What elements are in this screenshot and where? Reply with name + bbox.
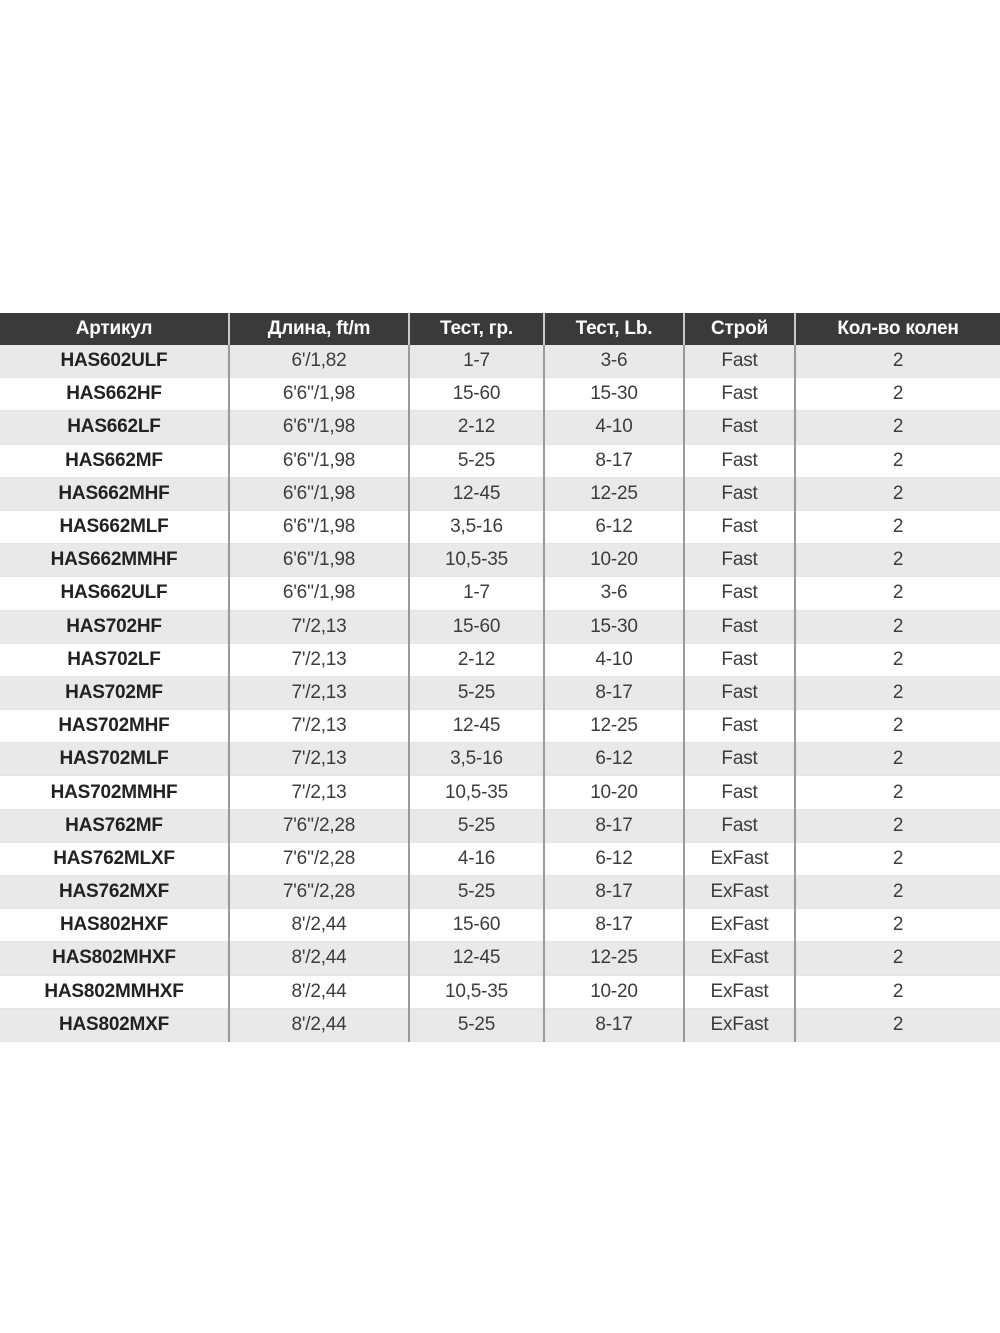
cell-action: Fast: [684, 510, 795, 543]
cell-test-grams: 15-60: [409, 378, 544, 411]
table-row: [0, 345, 1000, 378]
cell-action: Fast: [684, 577, 795, 610]
cell-sku: HAS702MMHF: [0, 776, 229, 809]
cell-sku: HAS702MLF: [0, 743, 229, 776]
cell-sections: 2: [795, 577, 1000, 610]
cell-sections: 2: [795, 842, 1000, 875]
spec-table: [0, 313, 1000, 1042]
cell-length: 6'6''/1,98: [229, 544, 409, 577]
table-row: [0, 909, 1000, 942]
cell-sku: HAS702HF: [0, 610, 229, 643]
table-row: [0, 776, 1000, 809]
cell-test-lb: 6-12: [544, 510, 684, 543]
cell-sections: 2: [795, 610, 1000, 643]
cell-sku: HAS702MHF: [0, 710, 229, 743]
cell-test-lb: 4-10: [544, 643, 684, 676]
cell-test-lb: 3-6: [544, 577, 684, 610]
cell-sku: HAS662MHF: [0, 477, 229, 510]
table-row: [0, 577, 1000, 610]
cell-action: ExFast: [684, 842, 795, 875]
cell-length: 6'6''/1,98: [229, 378, 409, 411]
cell-action: Fast: [684, 643, 795, 676]
table-row: [0, 743, 1000, 776]
cell-length: 6'6''/1,98: [229, 477, 409, 510]
cell-test-grams: 10,5-35: [409, 544, 544, 577]
cell-sections: 2: [795, 743, 1000, 776]
cell-test-grams: 3,5-16: [409, 743, 544, 776]
cell-test-lb: 4-10: [544, 411, 684, 444]
cell-action: Fast: [684, 411, 795, 444]
cell-sections: 2: [795, 477, 1000, 510]
cell-length: 6'/1,82: [229, 345, 409, 378]
cell-test-lb: 12-25: [544, 710, 684, 743]
cell-sku: HAS802MXF: [0, 1008, 229, 1041]
cell-action: Fast: [684, 610, 795, 643]
cell-length: 7'/2,13: [229, 643, 409, 676]
cell-action: Fast: [684, 345, 795, 378]
cell-length: 7'6''/2,28: [229, 809, 409, 842]
cell-test-lb: 8-17: [544, 444, 684, 477]
cell-sku: HAS802MMHXF: [0, 975, 229, 1008]
header-length: Длина, ft/m: [229, 313, 409, 345]
cell-sku: HAS762MF: [0, 809, 229, 842]
cell-test-grams: 2-12: [409, 411, 544, 444]
cell-sku: HAS662HF: [0, 378, 229, 411]
cell-test-lb: 15-30: [544, 378, 684, 411]
cell-sku: HAS802MHXF: [0, 942, 229, 975]
header-test-grams: Тест, гр.: [409, 313, 544, 345]
cell-sections: 2: [795, 676, 1000, 709]
cell-test-grams: 12-45: [409, 477, 544, 510]
table-row: [0, 444, 1000, 477]
cell-sections: 2: [795, 411, 1000, 444]
cell-sku: HAS662ULF: [0, 577, 229, 610]
cell-action: Fast: [684, 743, 795, 776]
table-row: [0, 510, 1000, 543]
cell-test-lb: 6-12: [544, 842, 684, 875]
cell-test-grams: 10,5-35: [409, 776, 544, 809]
cell-length: 7'6''/2,28: [229, 876, 409, 909]
cell-length: 8'/2,44: [229, 909, 409, 942]
table-row: [0, 876, 1000, 909]
cell-length: 6'6''/1,98: [229, 510, 409, 543]
cell-sections: 2: [795, 444, 1000, 477]
cell-action: ExFast: [684, 876, 795, 909]
cell-test-lb: 3-6: [544, 345, 684, 378]
cell-length: 7'/2,13: [229, 610, 409, 643]
cell-test-grams: 1-7: [409, 577, 544, 610]
cell-test-grams: 12-45: [409, 710, 544, 743]
cell-action: Fast: [684, 710, 795, 743]
cell-sku: HAS662MF: [0, 444, 229, 477]
table-row: [0, 477, 1000, 510]
cell-test-grams: 2-12: [409, 643, 544, 676]
cell-test-lb: 8-17: [544, 876, 684, 909]
cell-length: 8'/2,44: [229, 975, 409, 1008]
table-row: [0, 842, 1000, 875]
cell-action: ExFast: [684, 909, 795, 942]
cell-action: ExFast: [684, 975, 795, 1008]
table-row: [0, 643, 1000, 676]
cell-sections: 2: [795, 909, 1000, 942]
cell-sections: 2: [795, 544, 1000, 577]
cell-test-lb: 10-20: [544, 544, 684, 577]
header-sections: Кол-во колен: [795, 313, 1000, 345]
table-row: [0, 809, 1000, 842]
cell-sections: 2: [795, 975, 1000, 1008]
cell-action: Fast: [684, 809, 795, 842]
cell-action: Fast: [684, 776, 795, 809]
cell-sku: HAS802HXF: [0, 909, 229, 942]
cell-test-lb: 10-20: [544, 975, 684, 1008]
cell-sku: HAS702LF: [0, 643, 229, 676]
cell-test-grams: 5-25: [409, 444, 544, 477]
cell-sku: HAS602ULF: [0, 345, 229, 378]
cell-test-lb: 12-25: [544, 477, 684, 510]
cell-test-grams: 10,5-35: [409, 975, 544, 1008]
header-action: Строй: [684, 313, 795, 345]
cell-sections: 2: [795, 876, 1000, 909]
cell-length: 8'/2,44: [229, 942, 409, 975]
cell-test-grams: 12-45: [409, 942, 544, 975]
cell-sections: 2: [795, 1008, 1000, 1041]
cell-length: 6'6''/1,98: [229, 577, 409, 610]
cell-test-grams: 5-25: [409, 676, 544, 709]
cell-sku: HAS762MLXF: [0, 842, 229, 875]
cell-action: Fast: [684, 444, 795, 477]
cell-test-grams: 15-60: [409, 610, 544, 643]
cell-test-grams: 5-25: [409, 876, 544, 909]
table-row: [0, 544, 1000, 577]
cell-action: ExFast: [684, 942, 795, 975]
table-row: [0, 610, 1000, 643]
cell-action: Fast: [684, 477, 795, 510]
cell-action: Fast: [684, 544, 795, 577]
cell-sku: HAS662MMHF: [0, 544, 229, 577]
cell-sections: 2: [795, 378, 1000, 411]
cell-test-lb: 6-12: [544, 743, 684, 776]
cell-length: 6'6''/1,98: [229, 444, 409, 477]
cell-test-lb: 12-25: [544, 942, 684, 975]
cell-length: 7'6''/2,28: [229, 842, 409, 875]
cell-test-lb: 10-20: [544, 776, 684, 809]
cell-action: Fast: [684, 676, 795, 709]
table-row: [0, 676, 1000, 709]
cell-test-grams: 3,5-16: [409, 510, 544, 543]
cell-test-grams: 5-25: [409, 1008, 544, 1041]
cell-action: ExFast: [684, 1008, 795, 1041]
cell-length: 7'/2,13: [229, 743, 409, 776]
cell-sku: HAS662MLF: [0, 510, 229, 543]
cell-sections: 2: [795, 643, 1000, 676]
table-row: [0, 942, 1000, 975]
header-sku: Артикул: [0, 313, 229, 345]
cell-length: 8'/2,44: [229, 1008, 409, 1041]
cell-test-lb: 8-17: [544, 809, 684, 842]
cell-test-lb: 8-17: [544, 676, 684, 709]
cell-sections: 2: [795, 942, 1000, 975]
cell-sections: 2: [795, 710, 1000, 743]
cell-test-grams: 4-16: [409, 842, 544, 875]
table-body: [0, 345, 1000, 1041]
cell-sku: HAS762MXF: [0, 876, 229, 909]
table-row: [0, 975, 1000, 1008]
table-row: [0, 710, 1000, 743]
table-row: [0, 1008, 1000, 1041]
table-header-row: [0, 313, 1000, 345]
cell-sections: 2: [795, 809, 1000, 842]
cell-test-grams: 1-7: [409, 345, 544, 378]
table-row: [0, 411, 1000, 444]
cell-test-grams: 5-25: [409, 809, 544, 842]
cell-sku: HAS662LF: [0, 411, 229, 444]
cell-sections: 2: [795, 345, 1000, 378]
cell-action: Fast: [684, 378, 795, 411]
cell-length: 7'/2,13: [229, 776, 409, 809]
cell-sections: 2: [795, 510, 1000, 543]
cell-length: 6'6''/1,98: [229, 411, 409, 444]
cell-sections: 2: [795, 776, 1000, 809]
table-row: [0, 378, 1000, 411]
cell-sku: HAS702MF: [0, 676, 229, 709]
cell-test-lb: 15-30: [544, 610, 684, 643]
cell-length: 7'/2,13: [229, 710, 409, 743]
cell-length: 7'/2,13: [229, 676, 409, 709]
cell-test-grams: 15-60: [409, 909, 544, 942]
cell-test-lb: 8-17: [544, 909, 684, 942]
cell-test-lb: 8-17: [544, 1008, 684, 1041]
header-test-lb: Тест, Lb.: [544, 313, 684, 345]
